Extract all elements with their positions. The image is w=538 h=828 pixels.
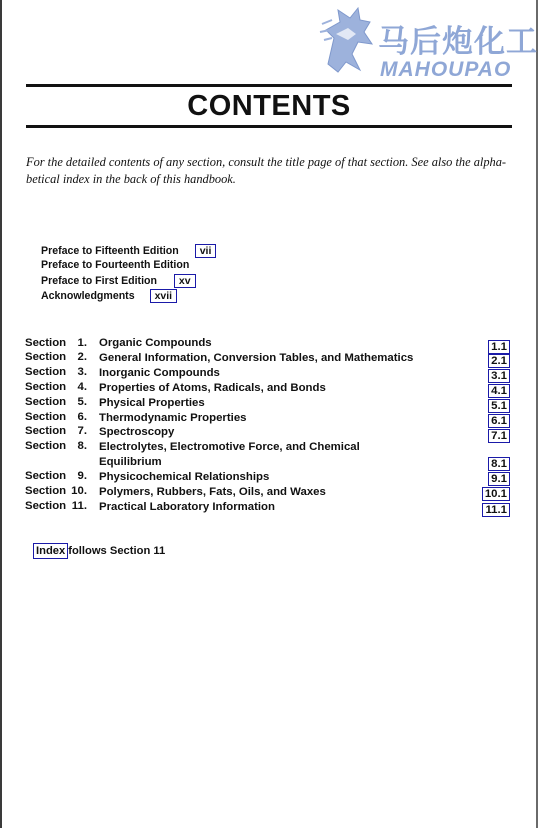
section-number: 8. (77, 440, 87, 452)
section-page-link[interactable]: 8.1 (488, 457, 510, 471)
section-page-link[interactable]: 7.1 (488, 429, 510, 443)
section-number: 5. (77, 396, 87, 408)
section-number: 4. (77, 381, 87, 393)
section-page-link[interactable]: 5.1 (488, 399, 510, 413)
section-number: 6. (77, 411, 87, 423)
section-label: Section (25, 485, 67, 497)
intro-paragraph: For the detailed contents of any section, consult the title page of that section. See also the alpha-betical index in the back of this handbook. (26, 155, 507, 186)
front-matter-item (41, 289, 177, 303)
section-label: Section (25, 440, 67, 452)
section-number: 9. (77, 470, 87, 482)
index-note (33, 543, 165, 559)
section-page-link[interactable]: 4.1 (488, 384, 510, 398)
section-title: Practical Laboratory Information (99, 501, 275, 513)
title-rule-bottom (26, 125, 512, 128)
section-page-link[interactable]: 9.1 (488, 472, 510, 486)
horse-logo-icon (318, 4, 382, 76)
section-title: Properties of Atoms, Radicals, and Bonds (99, 382, 326, 394)
section-label: Section (25, 337, 67, 349)
section-title: General Information, Conversion Tables, and Mathematics (99, 352, 414, 364)
section-title: Electrolytes, Electromotive Force, and Chemical (99, 441, 360, 453)
front-matter-item (41, 259, 189, 271)
section-label: Section (25, 470, 67, 482)
section-title: Polymers, Rubbers, Fats, Oils, and Waxes (99, 486, 326, 498)
watermark-logo (318, 4, 536, 84)
section-page-link[interactable]: 2.1 (488, 354, 510, 368)
section-label: Section (25, 381, 67, 393)
front-matter-item (41, 274, 196, 288)
section-label: Section (25, 396, 67, 408)
front-matter-label: Preface to Fifteenth Edition (41, 245, 179, 257)
section-title: Organic Compounds (99, 337, 212, 349)
front-matter-item (41, 244, 216, 258)
section-number: 7. (77, 425, 87, 437)
front-matter-label: Acknowledgments (41, 290, 135, 302)
section-page-link[interactable]: 6.1 (488, 414, 510, 428)
section-title: Physicochemical Relationships (99, 471, 270, 483)
section-title: Thermodynamic Properties (99, 412, 247, 424)
front-matter-label: Preface to First Edition (41, 275, 157, 287)
page-title: CONTENTS (187, 90, 351, 122)
watermark-latin-text: MAHOUPAO (380, 58, 512, 81)
section-label: Section (25, 351, 67, 363)
front-matter-page-link[interactable]: xv (174, 274, 196, 288)
section-title: Physical Properties (99, 397, 205, 409)
section-number: 3. (77, 366, 87, 378)
section-title: Inorganic Compounds (99, 367, 220, 379)
front-matter-page-link[interactable]: vii (195, 244, 217, 258)
section-number: 1. (77, 337, 87, 349)
title-rule-top (26, 84, 512, 87)
section-number: 2. (77, 351, 87, 363)
section-label: Section (25, 425, 67, 437)
section-number: 11. (71, 500, 87, 512)
index-note-text: follows Section 11 (68, 545, 166, 557)
front-matter-label: Preface to Fourteenth Edition (41, 259, 190, 271)
section-page-link[interactable]: 1.1 (488, 340, 510, 354)
section-page-link[interactable]: 10.1 (482, 487, 510, 501)
page-left-edge (0, 0, 2, 828)
section-number: 10. (71, 485, 87, 497)
section-page-link[interactable]: 11.1 (482, 503, 510, 517)
index-link[interactable]: Index (33, 543, 68, 559)
section-label: Section (25, 411, 67, 423)
front-matter-page-link[interactable]: xvii (150, 289, 178, 303)
section-title-continued: Equilibrium (99, 456, 162, 468)
section-label: Section (25, 366, 67, 378)
section-page-link[interactable]: 3.1 (488, 369, 510, 383)
section-title: Spectroscopy (99, 426, 175, 438)
section-label: Section (25, 500, 67, 512)
watermark-chinese-text: 马后炮化工 (378, 24, 538, 60)
